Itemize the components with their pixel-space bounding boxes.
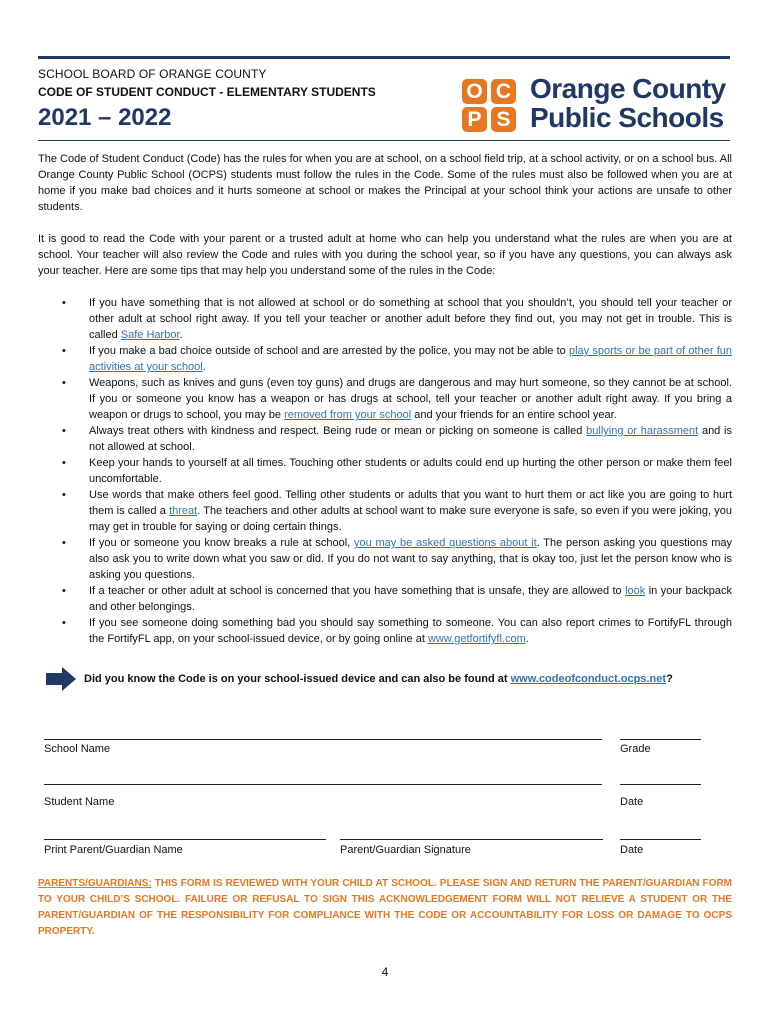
school-name-label: School Name	[44, 743, 111, 755]
intro-paragraph-1: The Code of Student Conduct (Code) has the rules for when you are at school, on a school field trip, at a school activity, or on a school bus. All Orange County Public School (OCPS) students must follow the rules in the Code. Some of the rules must also be followed when you are at home if you make bad choices and it hurts someone at school or makes the Principal at your school think your actions are unsafe to other students.	[38, 153, 732, 213]
parent-date-line[interactable]	[620, 839, 701, 840]
logo-line-2: Public Schools	[530, 102, 724, 133]
rule-text: Use words that make others feel good. Telling other students or adults that you want to hurt them or act like you are going to hurt them is called a	[89, 489, 732, 517]
parent-date-label: Date	[620, 844, 644, 856]
rule-item	[38, 535, 732, 583]
bullet-icon: •	[62, 537, 66, 549]
rule-text-end: . The person asking you questions may also ask you to write down what you saw or did. If you do not want to say anything, that is okay too, just let the person know who is asking you questions.	[89, 537, 733, 581]
rule-text: If you see someone doing something bad you should say something to someone. You can also report crimes to FortifyFL through the FortifyFL app, on your school-issued device, or by going online at	[89, 617, 732, 645]
rule-link[interactable]: Safe Harbor	[120, 329, 180, 341]
logo-line-1: Orange County	[530, 73, 726, 104]
bullet-icon: •	[62, 345, 66, 357]
rule-item	[38, 583, 732, 615]
rule-text-end: . The teachers and other adults at school want to make sure everyone is safe, so even if you were joking, you may get in trouble for saying or doing certain things.	[89, 505, 732, 533]
rule-text-end: .	[525, 633, 529, 645]
bullet-icon: •	[62, 377, 66, 389]
grade-label: Grade	[620, 743, 651, 755]
notice-lead: PARENTS/GUARDIANS:	[38, 878, 152, 889]
header-rule-top	[38, 56, 730, 59]
rule-item	[38, 423, 732, 455]
bullet-icon: •	[62, 489, 66, 501]
rule-text: Weapons, such as knives and guns (even toy guns) and drugs are dangerous and may hurt someone, so they cannot be at school. If you or someone you know has a weapon or has drugs at school, tell your teacher or another adult right away. If you bring a weapon or drugs to school, you may be	[89, 377, 732, 421]
callout-text: Did you know the Code is on your school-issued device and can also be found at www.codeofconduct.ocps.net?	[84, 673, 673, 685]
student-date-line[interactable]	[620, 784, 701, 785]
rule-text-end: .	[202, 361, 206, 373]
notice-text: THIS FORM IS REVIEWED WITH YOUR CHILD AT SCHOOL. PLEASE SIGN AND RETURN THE PARENT/GUARDIAN FORM TO YOUR CHILD’S SCHOOL. FAILURE OR REFUSAL TO SIGN THIS ACKNOWLEDGEMENT FORM WILL NOT RELIEVE A STUDENT OR THE PARENT/GUARDIAN OF THE RESPONSIBILITY FOR COMPLIANCE WITH THE CODE OR ACCOUNTABILITY FOR LOSS OR DAMAGE TO OCPS PROPERTY.	[38, 878, 732, 937]
logo-tile-c: C	[491, 79, 516, 104]
rule-text: If you or someone you know breaks a rule at school,	[89, 537, 354, 549]
rule-text-end: and your friends for an entire school year.	[411, 409, 617, 421]
logo-tile-o: O	[462, 79, 487, 104]
rule-text-end: and is not allowed at school.	[89, 425, 732, 453]
header-rule-bottom	[38, 140, 730, 141]
parent-print-label: Print Parent/Guardian Name	[44, 844, 183, 856]
arrow-right-icon	[46, 667, 76, 691]
page-number: 4	[381, 965, 389, 979]
student-name-label: Student Name	[44, 796, 115, 808]
rule-item	[38, 295, 732, 343]
rule-text-end: in your backpack and other belongings.	[89, 585, 732, 613]
rule-item	[38, 375, 732, 423]
logo-tile-s: S	[491, 107, 516, 132]
rule-item	[38, 343, 732, 375]
school-year: 2021 – 2022	[38, 104, 172, 131]
student-name-line[interactable]	[44, 784, 602, 785]
rule-link[interactable]: removed from your school	[284, 409, 412, 421]
rule-text: Always treat others with kindness and respect. Being rude or mean or picking on someone is called	[89, 425, 587, 437]
rules-list	[38, 295, 732, 647]
student-date-label: Date	[620, 796, 644, 808]
rule-text: If you have something that is not allowed at school or do something at school that you shouldn’t, you should tell your teacher or other adult at school right away. If you tell your teacher or another adult before they find out, you may not get in trouble. This is called	[89, 297, 732, 341]
parent-print-line[interactable]	[44, 839, 326, 840]
rule-text: If you make a bad choice outside of school and are arrested by the police, you may not be able to	[89, 345, 569, 357]
ocps-logo	[462, 73, 726, 134]
rule-item	[38, 455, 732, 487]
rule-text: Keep your hands to yourself at all times. Touching other students or adults could end up hurting the other person or make them feel uncomfortable.	[89, 457, 732, 485]
bullet-icon: •	[62, 617, 66, 629]
parent-signature-label: Parent/Guardian Signature	[340, 844, 471, 856]
rule-link[interactable]: bullying or harassment	[586, 425, 699, 437]
rule-link[interactable]: www.getfortifyfl.com	[427, 633, 526, 645]
document-title: CODE OF STUDENT CONDUCT - ELEMENTARY STUDENTS	[38, 85, 376, 99]
rule-link[interactable]: you may be asked questions about it	[354, 537, 537, 549]
bullet-icon: •	[62, 297, 66, 309]
rule-item	[38, 487, 732, 535]
intro-paragraph-2: It is good to read the Code with your parent or a trusted adult at home who can help you understand what the rules are when you are at school. Your teacher will also review the Code and rules with you during the school year, so if you have any questions, you can always ask your teacher. Here are some tips that may help you understand some of the rules in the Code:	[38, 233, 732, 277]
rule-link[interactable]: play sports or be part of other fun activities at your school	[89, 345, 732, 373]
logo-tile-p: P	[462, 107, 487, 132]
school-board-name: SCHOOL BOARD OF ORANGE COUNTY	[38, 67, 267, 81]
rule-text: If a teacher or other adult at school is concerned that you have something that is unsafe, they are allowed to	[89, 585, 626, 597]
rule-link[interactable]: look	[625, 585, 646, 597]
rule-text-end: .	[179, 329, 183, 341]
bullet-icon: •	[62, 425, 66, 437]
grade-line[interactable]	[620, 739, 701, 740]
rule-item	[38, 615, 732, 647]
code-of-conduct-link[interactable]: www.codeofconduct.ocps.net	[510, 673, 667, 685]
parent-signature-line[interactable]	[340, 839, 603, 840]
school-name-line[interactable]	[44, 739, 602, 740]
bullet-icon: •	[62, 585, 66, 597]
rule-link[interactable]: threat	[169, 505, 198, 517]
bullet-icon: •	[62, 457, 66, 469]
parent-notice	[38, 876, 732, 940]
